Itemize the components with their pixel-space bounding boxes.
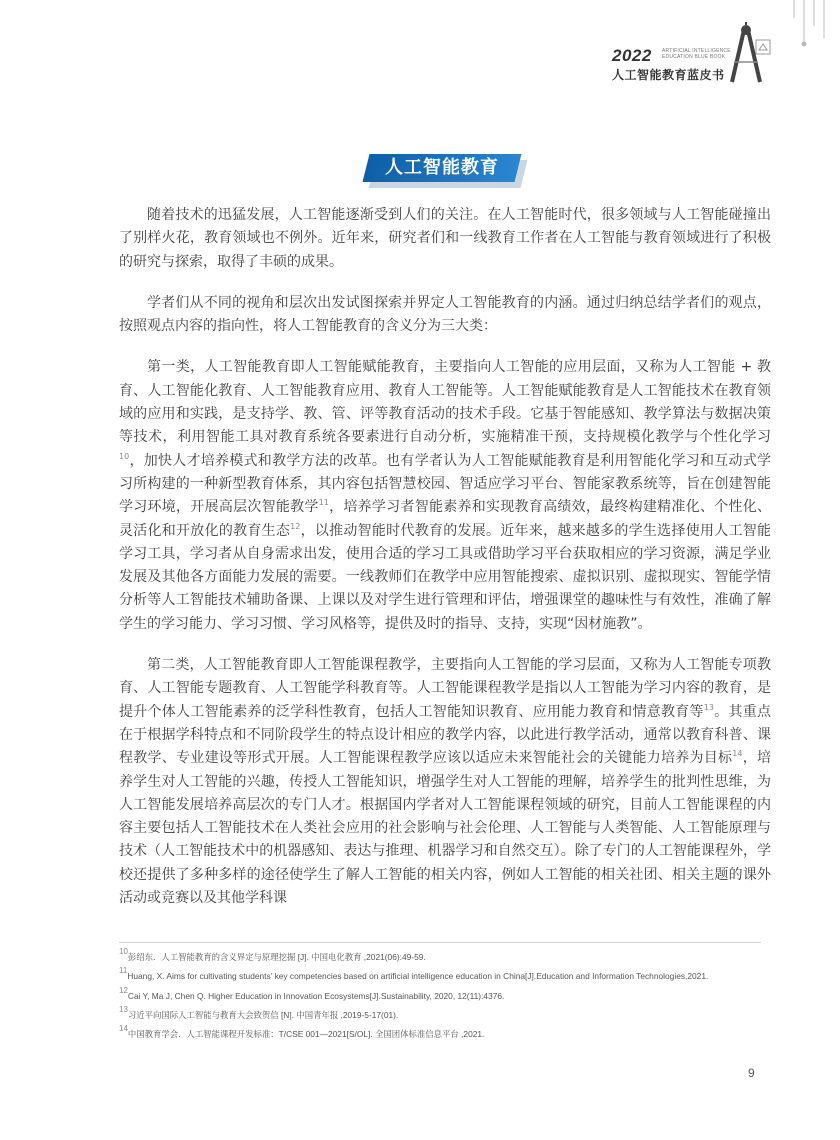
paragraph-text: 第一类，人工智能教育即人工智能赋能教育，主要指向人工智能的应用层面，又称为人工智能 + 教育、人工智能化教育、人工智能教育应用、教育人工智能等。人工智能赋能教育是人工智能技术在教育领域的应用和实践，是支持学、教、管、评等教育活动的技术手段。它基于智能感知、教学算法与数据决策等技术，利用智能工具对教育系统各要素进行自动分析，实施精准干预，支持规模化教学与个性化学习 <box>119 359 771 446</box>
header-subtitle-en: ARTIFICIAL INTELLIGENCE EDUCATION BLUE BOOK <box>662 48 731 60</box>
footnote-reference: 12 <box>290 521 301 531</box>
footnote-item <box>119 948 769 967</box>
footnote-divider <box>119 942 761 943</box>
paragraph-text: ，培养学习者智能素养和实现教育高绩效，最终构建精准化、个性化、灵活化和开放化的教育生态 <box>119 499 772 539</box>
page-number: 9 <box>748 1066 755 1080</box>
footnote-number: 10 <box>119 948 128 956</box>
footnote-text: 习近平向国际人工智能与教育大会致贺信 [N]. 中国青年报 ,2019-5-17(01). <box>127 1009 399 1020</box>
footnotes <box>119 948 769 1044</box>
body-paragraph <box>119 356 771 636</box>
header-year: 2022 <box>612 46 652 65</box>
paragraph-text: 。其重点在于根据学科特点和不同阶段学生的特点设计相应的教学内容，以此进行教学活动，通常以教育科普、课程教学、专业建设等形式开展。人工智能课程教学应该以适应未来智能社会的关键能力培养为目标 <box>119 703 772 767</box>
body-paragraph <box>119 204 771 274</box>
section-title: 人工智能教育 <box>385 157 499 178</box>
paragraph-text: 随着技术的迅猛发展，人工智能逐渐受到人们的关注。在人工智能时代，很多领域与人工智能碰撞出了别样火花，教育领域也不例外。近年来，研究者们和一线教育工作者在人工智能与教育领域进行了积极的研究与探索，取得了丰硕的成果。 <box>119 207 771 270</box>
section-title-banner <box>366 154 524 188</box>
footnote-number: 14 <box>119 1025 128 1034</box>
paragraph-text: 学者们从不同的视角和层次出发试图探索并界定人工智能教育的内涵。通过归纳总结学者们的观点，按照观点内容的指向性，将人工智能教育的含义分为三大类： <box>119 294 771 335</box>
footnote-text: 中国教育学会．人工智能课程开发标准：T/CSE 001—2021[S/OL]. 全国团体标准信息平台 ,2021. <box>127 1029 485 1040</box>
footnote-number: 11 <box>119 967 128 976</box>
paragraph-text: ，培养学生对人工智能的兴趣，传授人工智能知识，增强学生对人工智能的理解，培养学生的批判性思维，为人工智能发展培养高层次的专门人才。根据国内学者对人工智能课程领域的研究，目前人工智能课程的内容主要包括人工智能技术在人类社会应用的社会影响与社会伦理、人工智能与人类智能、人工智能原理与技术（人工智能技术中的机器感知、表达与推理、机器学习和自然交互）。除了专门的人工智能课程外，学校还提供了多种多样的途径使学生了解人工智能的相关内容，例如人工智能的相关社团、相关主题的课外活动或竞赛以及其他学科课 <box>119 750 772 907</box>
footnote-item <box>119 1006 769 1025</box>
footnote-text: 彭绍东．人工智能教育的含义界定与原理挖掘 [J]. 中国电化教育 ,2021(06):49-59. <box>127 952 426 962</box>
compass-logo-icon <box>726 0 780 90</box>
footnote-text: Huang, X. Aims for cultivating students’ key competencies based on artificial intelligence education in China[J].Education and Information Technologies,2021. <box>127 971 709 982</box>
footnote-item <box>119 967 769 986</box>
footnote-reference: 13 <box>703 702 714 712</box>
paragraph-text: ，以推动智能时代教育的发展。近年来，越来越多的学生选择使用人工智能学习工具，学习者从自身需求出发，使用合适的学习工具或借助学习平台获取相应的学习资源，满足学业发展及其他各方面能力发展的需要。一线教师们在教学中应用智能搜索、虚拟识别、虚拟现实、智能学情分析等人工智能技术辅助备课、上课以及对学生进行管理和评估，增强课堂的趣味性与有效性，准确了解学生的学习能力、学习习惯、学习风格等，提供及时的指导、支持，实现“因材施教”。 <box>119 522 772 632</box>
paragraph-text: ，加快人才培养模式和教学方法的改革。也有学者认为人工智能赋能教育是利用智能化学习和互动式学习所构建的一种新型教育体系，其内容包括智慧校园、智适应学习平台、智能家教系统等，旨在创建智能学习环境，开展高层次智能教学 <box>119 452 771 516</box>
body-text <box>119 204 771 928</box>
footnote-reference: 11 <box>318 498 329 508</box>
footnote-text: Cai Y, Ma J, Chen Q. Higher Education in Innovation Ecosystems[J].Sustainability, 2020, 12(11):4376. <box>127 990 505 1001</box>
paragraph-text: 第二类，人工智能教育即人工智能课程教学，主要指向人工智能的学习层面，又称为人工智能专项教育、人工智能专题教育、人工智能学科教育等。人工智能课程教学是指以人工智能为学习内容的教育，是提升个体人工智能素养的泛学科性教育，包括人工智能知识教育、应用能力教育和情意教育等 <box>119 657 771 720</box>
body-paragraph <box>119 654 771 910</box>
footnote-reference: 10 <box>119 451 130 461</box>
corner-decoration-icon <box>780 0 840 60</box>
footnote-reference: 14 <box>732 749 743 759</box>
body-paragraph <box>119 292 771 339</box>
header-title: 人工智能教育蓝皮书 <box>612 68 725 82</box>
footnote-number: 13 <box>119 1005 128 1014</box>
footnote-item <box>119 987 769 1006</box>
footnote-number: 12 <box>119 986 128 995</box>
footnote-item <box>119 1025 769 1044</box>
